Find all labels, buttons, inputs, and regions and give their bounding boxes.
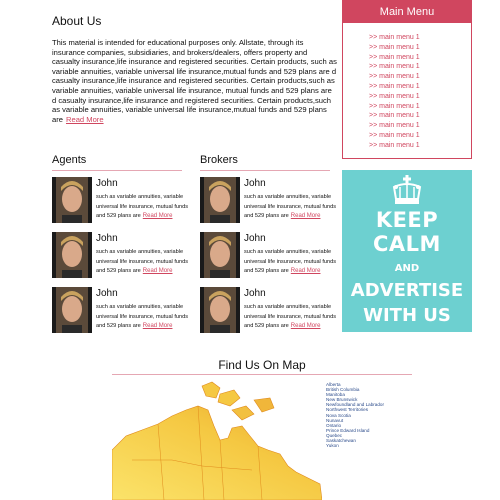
main-menu-item[interactable]: >> main menu 1 [369, 131, 420, 139]
map-divider [112, 374, 412, 375]
main-menu-item[interactable]: >> main menu 1 [369, 92, 420, 100]
main-menu-item[interactable]: >> main menu 1 [369, 63, 420, 71]
main-menu-item[interactable]: >> main menu 1 [369, 43, 420, 51]
province-link[interactable]: Yukon [326, 443, 339, 449]
agent-card [52, 287, 192, 335]
province-link[interactable]: Ontario [326, 422, 342, 428]
province-link[interactable]: Manitoba [326, 392, 345, 398]
map-title: Find Us On Map [218, 358, 306, 372]
broker-desc [244, 303, 340, 332]
ad-line-keep: KEEP [375, 208, 439, 232]
province-link[interactable]: Newfoundland and Labrador [326, 402, 384, 408]
broker-read-more-link[interactable]: Read More [290, 323, 321, 329]
agent-read-more-link[interactable]: Read More [142, 323, 173, 329]
province-link[interactable]: Nova Scotia [326, 412, 351, 418]
broker-card [200, 177, 340, 225]
agent-photo [52, 287, 92, 333]
agent-photo [52, 232, 92, 278]
broker-name: John [244, 288, 266, 299]
broker-name: John [244, 178, 266, 189]
broker-desc [244, 193, 340, 222]
province-link[interactable]: Northwest Territories [326, 407, 369, 413]
about-text [52, 38, 337, 124]
province-link[interactable]: New Brunswick [326, 397, 358, 403]
agent-desc [96, 193, 192, 222]
ad-line-advertise: ADVERTISE [350, 280, 464, 301]
ad-line-and: AND [394, 263, 420, 274]
broker-card [200, 232, 340, 280]
agent-desc-text: such as variable annuities, variable universal life insurance, mutual funds and 529 plans are [96, 249, 189, 274]
agent-read-more-link[interactable]: Read More [142, 268, 173, 274]
broker-card [200, 287, 340, 335]
broker-name: John [244, 233, 266, 244]
agent-card [52, 232, 192, 280]
main-menu [342, 0, 472, 159]
brokers-section [200, 154, 330, 171]
main-menu-item[interactable]: >> main menu 1 [369, 141, 420, 149]
advertise-banner[interactable] [342, 170, 472, 332]
about-read-more-link[interactable]: Read More [65, 114, 104, 124]
province-link[interactable]: Alberta [326, 382, 341, 387]
broker-photo [200, 287, 240, 333]
broker-read-more-link[interactable]: Read More [290, 213, 321, 219]
canada-map[interactable] [112, 380, 322, 500]
main-menu-title: Main Menu [343, 1, 471, 23]
brokers-title: Brokers [200, 154, 330, 171]
ad-line-calm: CALM [373, 232, 441, 256]
agent-name: John [96, 178, 118, 189]
map-island[interactable] [218, 390, 240, 406]
main-menu-item[interactable]: >> main menu 1 [369, 102, 420, 110]
broker-read-more-link[interactable]: Read More [290, 268, 321, 274]
agent-desc-text: such as variable annuities, variable universal life insurance, mutual funds and 529 plans are [96, 304, 189, 329]
map-mainland[interactable] [112, 406, 322, 500]
main-menu-item[interactable]: >> main menu 1 [369, 53, 420, 61]
main-menu-item[interactable]: >> main menu 1 [369, 73, 420, 81]
main-menu-item[interactable]: >> main menu 1 [369, 34, 420, 41]
agent-desc [96, 303, 192, 332]
main-menu-item[interactable]: >> main menu 1 [369, 122, 420, 130]
ad-line-with-us: WITH US [363, 305, 451, 326]
broker-desc-text: such as variable annuities, variable universal life insurance, mutual funds and 529 plans are [244, 194, 337, 219]
province-link[interactable]: British Columbia [326, 387, 360, 393]
broker-desc-text: such as variable annuities, variable universal life insurance, mutual funds and 529 plans are [244, 249, 337, 274]
broker-desc-text: such as variable annuities, variable universal life insurance, mutual funds and 529 plans are [244, 304, 337, 329]
main-menu-item[interactable]: >> main menu 1 [369, 82, 420, 90]
agent-card [52, 177, 192, 225]
agent-name: John [96, 233, 118, 244]
agents-section [52, 154, 182, 171]
agent-photo [52, 177, 92, 223]
agent-name: John [96, 288, 118, 299]
agents-title: Agents [52, 154, 182, 171]
map-island[interactable] [254, 398, 274, 412]
broker-photo [200, 232, 240, 278]
province-link[interactable]: Nunavut [326, 417, 344, 423]
agent-desc-text: such as variable annuities, variable universal life insurance, mutual funds and 529 plans are [96, 194, 189, 219]
about-body: This material is intended for educational purposes only. Allstate, through its insurance companies, subsidiaries, and brokers/dealers, offers property and casualty insurance,life insurance and registered securities. Certain products, such as variable annuities, variable universal life insurance,mutual funds and 529 plans are d casualty insurance,life insurance and registered securities. Certain products,such as variable annuities, variable universal life insurance, mutual funds and 529 plans are d casualty insurance,life insurance and registered securities. Certain products,such as variable annuities, variable universal life insurance,mutual funds and 529 plans are [52, 38, 337, 124]
map-island[interactable] [202, 382, 220, 398]
broker-photo [200, 177, 240, 223]
main-menu-item[interactable]: >> main menu 1 [369, 112, 420, 120]
about-section [52, 14, 337, 124]
about-title: About Us [52, 14, 102, 28]
agent-desc [96, 248, 192, 277]
main-menu-list [343, 23, 471, 151]
broker-desc [244, 248, 340, 277]
map-island[interactable] [232, 406, 254, 420]
province-list [326, 382, 384, 448]
agent-read-more-link[interactable]: Read More [142, 213, 173, 219]
province-link[interactable]: Quebec [326, 432, 343, 438]
province-link[interactable]: Saskatchewan [326, 438, 356, 444]
province-link[interactable]: Prince Edward Island [326, 427, 370, 433]
crown-icon [391, 175, 423, 205]
